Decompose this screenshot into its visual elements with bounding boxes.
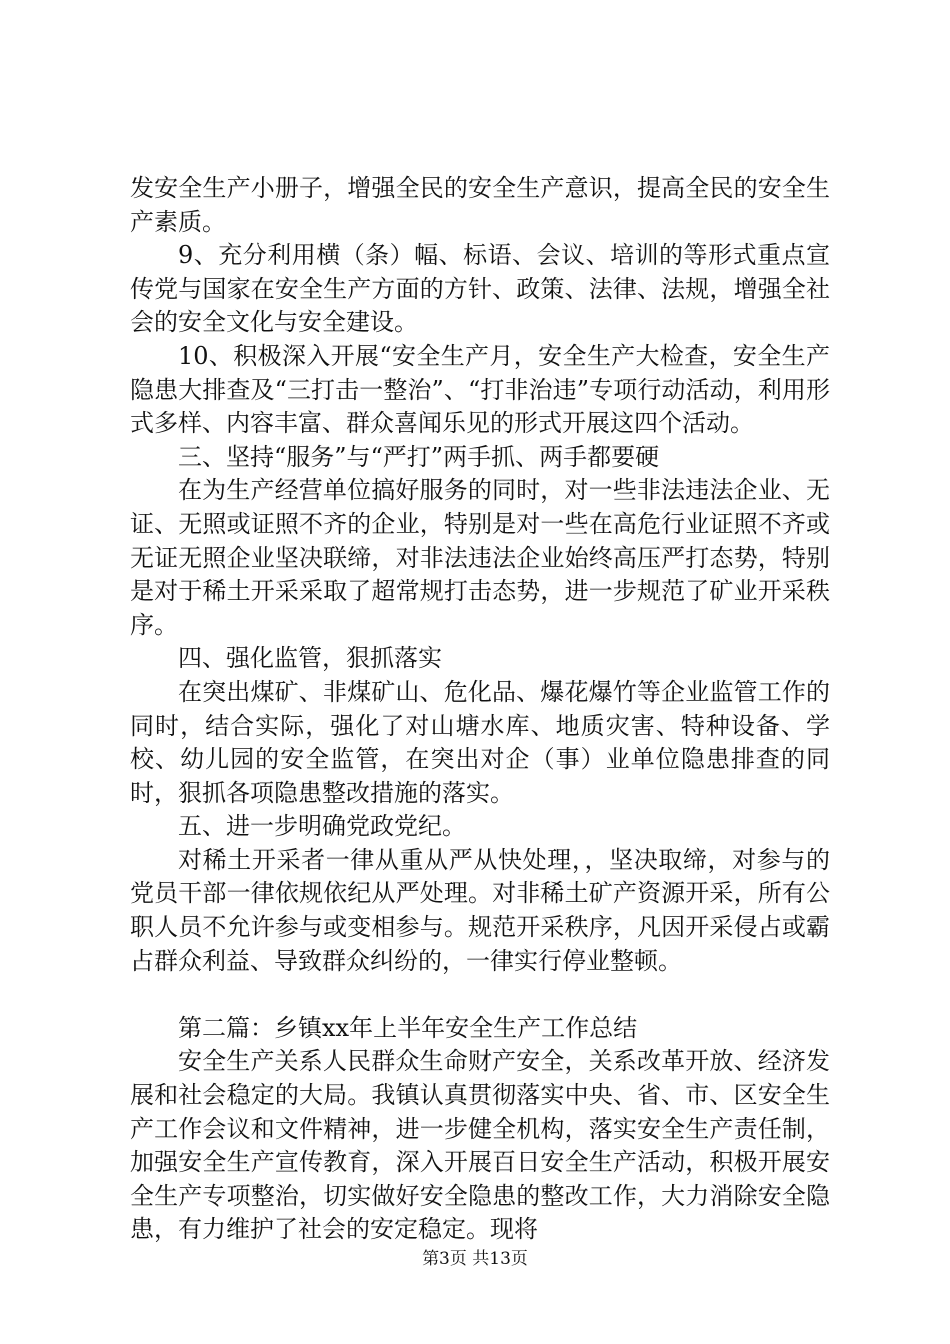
paragraph: 在为生产经营单位搞好服务的同时，对一些非法违法企业、无证、无照或证照不齐的企业，特别是对一些在高危行业证照不齐或无证无照企业坚决联缔，对非法违法企业始终高压严打态势，特别是对于稀土开采采取了超常规打击态势，进一步规范了矿业开采秩序。 [130, 476, 830, 639]
paragraph: 安全生产关系人民群众生命财产安全，关系改革开放、经济发展和社会稳定的大局。我镇认真贯彻落实中央、省、市、区安全生产工作会议和文件精神，进一步健全机构，落实安全生产责任制，加强安全生产宣传教育，深入开展百日安全生产活动，积极开展安全生产专项整治，切实做好安全隐患的整改工作，大力消除安全隐患，有力维护了社会的安定稳定。现将 [130, 1047, 830, 1244]
section-heading: 四、强化监管，狠抓落实 [178, 644, 442, 673]
paragraph: 在突出煤矿、非煤矿山、危化品、爆花爆竹等企业监管工作的同时，结合实际，强化了对山塘水库、地质灾害、特种设备、学校、幼儿园的安全监管，在突出对企（事）业单位隐患排查的同时，狠抓各项隐患整改措施的落实。 [130, 677, 830, 807]
paragraph: 10、积极深入开展“安全生产月，安全生产大检查，安全生产隐患大排查及“三打击一整治”、“打非治违”专项行动活动，利用形式多样、内容丰富、群众喜闻乐见的形式开展这四个活动。 [130, 341, 830, 438]
chapter-title: 第二篇：乡镇xx年上半年安全生产工作总结 [178, 1013, 638, 1042]
blank-line [130, 978, 830, 1012]
paragraph: 对稀土开采者一律从重从严从快处理，，坚决取缔，对参与的党员干部一律依规依纪从严处理。对非稀土矿产资源开采，所有公职人员不允许参与或变相参与。规范开采秩序，凡因开采侵占或霸占群众利益、导致群众纠纷的，一律实行停业整顿。 [130, 845, 830, 975]
section-heading: 三、坚持“服务”与“严打”两手抓、两手都要硬 [178, 442, 660, 471]
page-number-footer: 第3页 共13页 [422, 1249, 528, 1269]
section-heading: 五、进一步明确党政党纪。 [178, 812, 466, 841]
paragraph: 发安全生产小册子，增强全民的安全生产意识，提高全民的安全生产素质。 [130, 174, 830, 236]
paragraph: 9、充分利用横（条）幅、标语、会议、培训的等形式重点宣传党与国家在安全生产方面的方针、政策、法律、法规，增强全社会的安全文化与安全建设。 [130, 241, 830, 337]
document-body [130, 172, 830, 1247]
